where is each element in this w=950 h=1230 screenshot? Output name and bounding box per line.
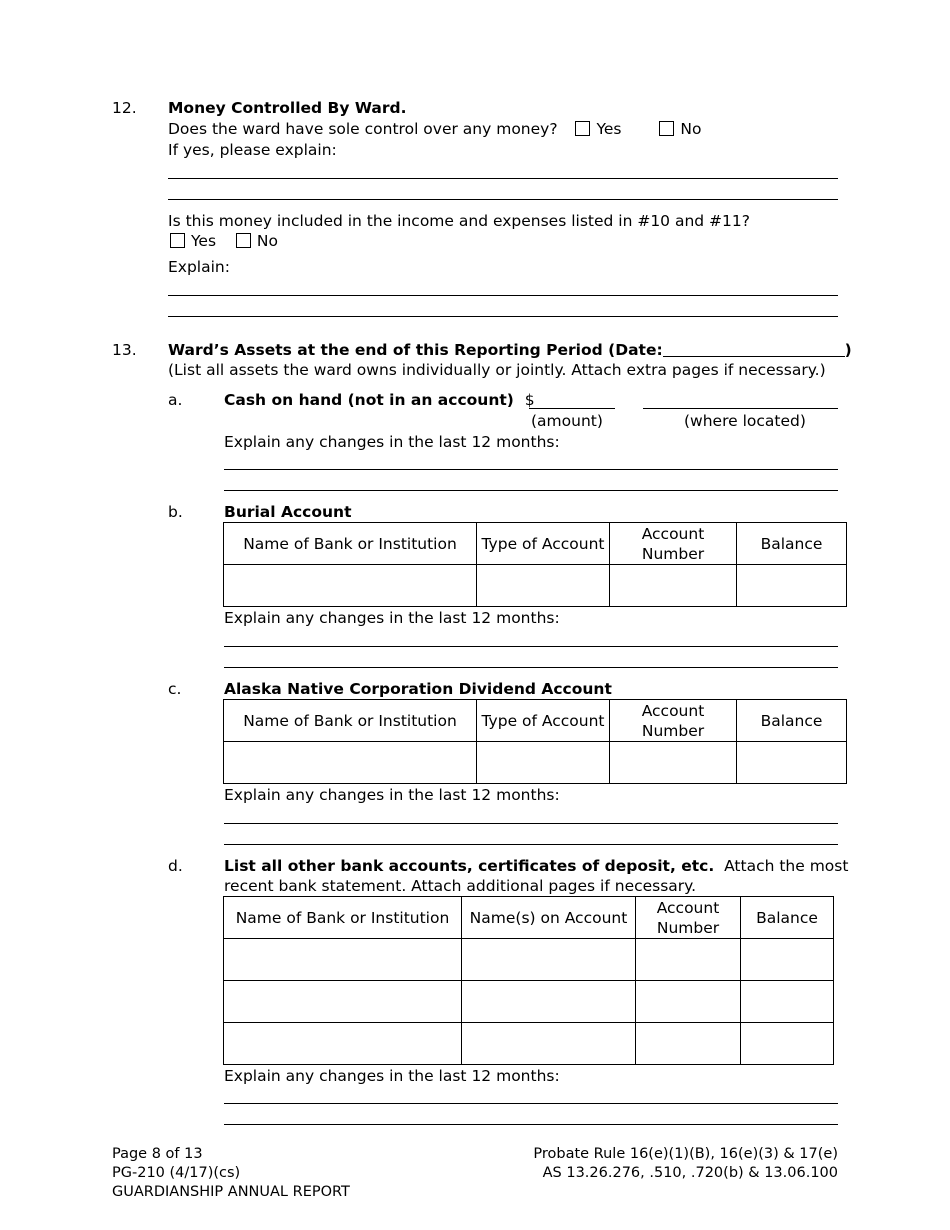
q12-explain-line-2[interactable] [168, 199, 838, 200]
footer-page: Page 8 of 13 [112, 1146, 203, 1162]
q13a-label: Cash on hand (not in an account) [224, 391, 514, 409]
q13c-cell-number[interactable] [610, 742, 737, 784]
q13d-table [223, 896, 834, 1065]
q13c-table [223, 699, 847, 784]
q12-q2-no-label: No [256, 232, 278, 250]
q13b-explain-line-2[interactable] [224, 667, 838, 668]
q13d-cell-balance[interactable] [741, 981, 834, 1023]
q13c-letter: c. [168, 680, 182, 698]
footer-form: PG-210 (4/17)(cs) [112, 1165, 241, 1181]
q13-title [168, 341, 852, 360]
q13c-explain-line-1[interactable] [224, 823, 838, 824]
q13d-explain: Explain any changes in the last 12 months: [224, 1067, 560, 1085]
q12-number: 12. [112, 99, 137, 117]
q13a-letter: a. [168, 391, 183, 409]
q13-title-close: ) [844, 341, 852, 359]
q13d-header-bank: Name of Bank or Institution [224, 897, 462, 939]
q13c-header-type: Type of Account [477, 700, 610, 742]
q13b-explain-line-1[interactable] [224, 646, 838, 647]
q12-q2-yes-checkbox[interactable] [170, 233, 185, 248]
q13-title-text: Ward’s Assets at the end of this Reporting Period (Date: [168, 341, 663, 359]
q13d-header-number: Account Number [636, 897, 741, 939]
q13d-cell-number[interactable] [636, 1023, 741, 1065]
q13b-cell-balance[interactable] [737, 565, 847, 607]
q13b-table [223, 522, 847, 607]
q13b-header-number: Account Number [610, 523, 737, 565]
q13b-header-balance: Balance [737, 523, 847, 565]
q13d-cell-number[interactable] [636, 981, 741, 1023]
q13d-header-balance: Balance [741, 897, 834, 939]
q12-explain2-line-1[interactable] [168, 295, 838, 296]
q12-question2: Is this money included in the income and expenses listed in #10 and #11? [168, 212, 750, 230]
q13b-header-row [224, 523, 847, 565]
q12-question1-row [168, 120, 701, 139]
q12-explain2-line-2[interactable] [168, 316, 838, 317]
q13c-cell-balance[interactable] [737, 742, 847, 784]
q13b-letter: b. [168, 503, 183, 521]
q13a-dollar: $ [524, 391, 535, 409]
table-row [224, 1023, 834, 1065]
q13a-row [224, 391, 535, 410]
q13b-header-type: Type of Account [477, 523, 610, 565]
q13d-explain-line-1[interactable] [224, 1103, 838, 1104]
q13b-header-bank: Name of Bank or Institution [224, 523, 477, 565]
q13d-cell-names[interactable] [462, 981, 636, 1023]
q12-question2-options [170, 232, 278, 251]
q13b-title: Burial Account [224, 503, 352, 521]
footer-rule: Probate Rule 16(e)(1)(B), 16(e)(3) & 17(e) [533, 1146, 838, 1162]
q13d-letter: d. [168, 857, 183, 875]
q12-title: Money Controlled By Ward. [168, 99, 407, 117]
q13a-location-field[interactable] [643, 408, 838, 409]
q13c-cell-type[interactable] [477, 742, 610, 784]
q13a-amount-caption: (amount) [531, 412, 603, 430]
q12-if-yes: If yes, please explain: [168, 141, 337, 159]
q13-subtitle: (List all assets the ward owns individually or jointly. Attach extra pages if necessary.) [168, 361, 826, 379]
table-row [224, 742, 847, 784]
q12-q1-no-checkbox[interactable] [659, 121, 674, 136]
q13b-cell-number[interactable] [610, 565, 737, 607]
q13c-cell-bank[interactable] [224, 742, 477, 784]
q12-q1-yes-checkbox[interactable] [575, 121, 590, 136]
table-row [224, 565, 847, 607]
q12-question1: Does the ward have sole control over any money? [168, 120, 558, 138]
q13d-explain-line-2[interactable] [224, 1124, 838, 1125]
q13d-title-rest: Attach the most [714, 857, 849, 875]
q13d-cell-bank[interactable] [224, 939, 462, 981]
q13d-cell-number[interactable] [636, 939, 741, 981]
q12-q1-no-label: No [680, 120, 702, 138]
q13c-header-balance: Balance [737, 700, 847, 742]
q13c-title: Alaska Native Corporation Dividend Account [224, 680, 612, 698]
q12-q2-no-checkbox[interactable] [236, 233, 251, 248]
q13c-explain: Explain any changes in the last 12 months: [224, 786, 560, 804]
q12-explain-line-1[interactable] [168, 178, 838, 179]
q13c-header-bank: Name of Bank or Institution [224, 700, 477, 742]
q13d-title [224, 857, 848, 876]
footer-statute: AS 13.26.276, .510, .720(b) & 13.06.100 [542, 1165, 838, 1181]
q13d-cell-bank[interactable] [224, 981, 462, 1023]
q13d-line2: recent bank statement. Attach additional pages if necessary. [224, 877, 697, 895]
q13d-header-names: Name(s) on Account [462, 897, 636, 939]
q13c-explain-line-2[interactable] [224, 844, 838, 845]
q13c-header-number: Account Number [610, 700, 737, 742]
q13-number: 13. [112, 341, 137, 359]
q13a-explain-line-1[interactable] [224, 469, 838, 470]
q13a-explain-line-2[interactable] [224, 490, 838, 491]
q13d-cell-bank[interactable] [224, 1023, 462, 1065]
q13a-location-caption: (where located) [684, 412, 806, 430]
table-row [224, 939, 834, 981]
q13d-cell-names[interactable] [462, 939, 636, 981]
q13d-header-row [224, 897, 834, 939]
q13d-cell-balance[interactable] [741, 1023, 834, 1065]
q13b-cell-bank[interactable] [224, 565, 477, 607]
q13d-title-bold: List all other bank accounts, certificates of deposit, etc. [224, 857, 715, 875]
q12-q2-yes-label: Yes [191, 232, 217, 250]
q13-date-field[interactable] [663, 341, 845, 357]
q12-explain-label: Explain: [168, 258, 230, 276]
q13b-cell-type[interactable] [477, 565, 610, 607]
q13c-header-row [224, 700, 847, 742]
q13b-explain: Explain any changes in the last 12 months: [224, 609, 560, 627]
q13d-cell-names[interactable] [462, 1023, 636, 1065]
table-row [224, 981, 834, 1023]
q13a-explain: Explain any changes in the last 12 months: [224, 433, 560, 451]
q13a-amount-field[interactable] [529, 408, 615, 409]
q12-q1-yes-label: Yes [596, 120, 622, 138]
footer-doc-title: GUARDIANSHIP ANNUAL REPORT [112, 1184, 350, 1200]
q13d-cell-balance[interactable] [741, 939, 834, 981]
